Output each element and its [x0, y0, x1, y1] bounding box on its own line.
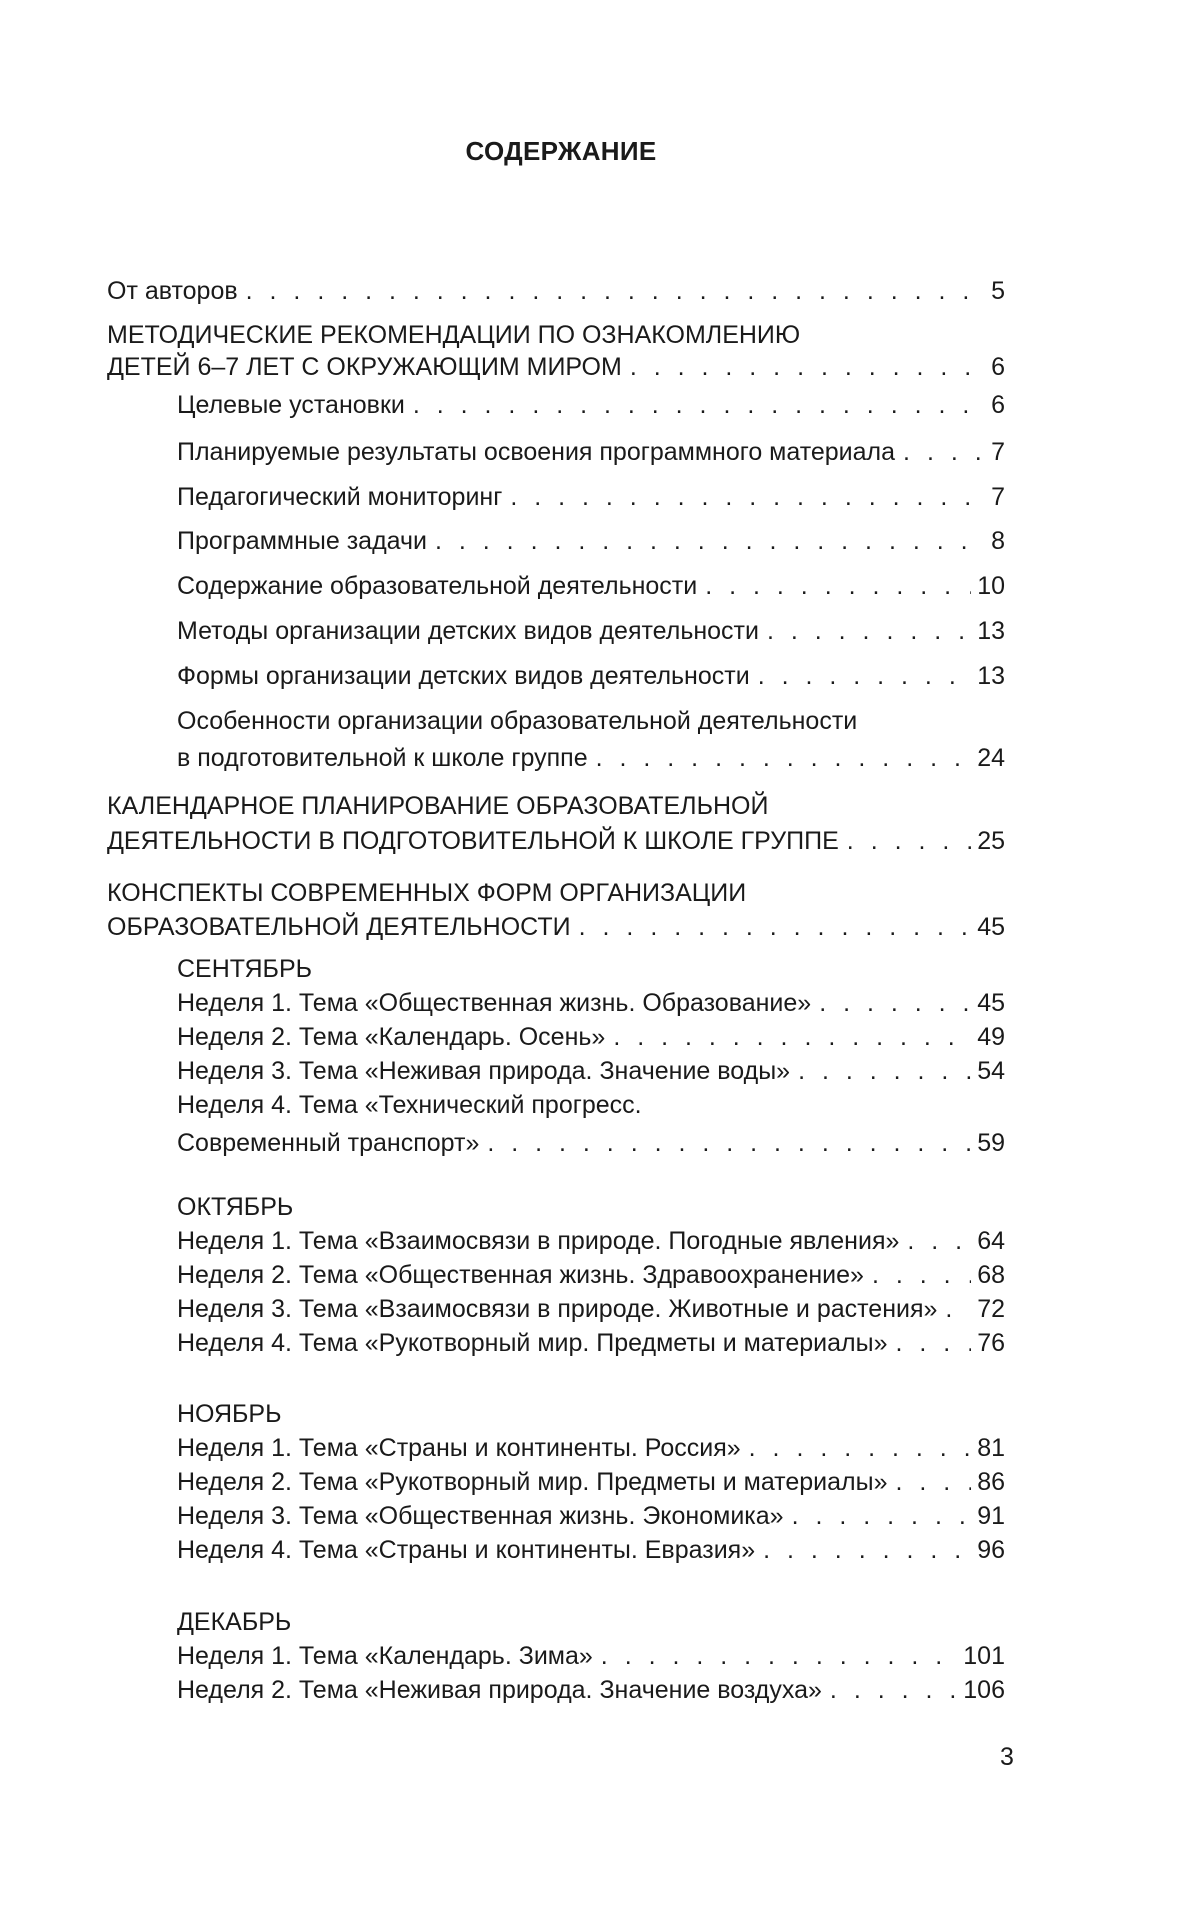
toc-week-entry[interactable] — [177, 1054, 1005, 1088]
toc-entry-title-cont: Современный транспорт» — [177, 1129, 480, 1157]
toc-page-number: 86 — [977, 1468, 1005, 1496]
toc-entry-title: Неделя 3. Тема «Общественная жизнь. Экономика» — [177, 1502, 784, 1530]
month-heading: ДЕКАБРЬ — [177, 1608, 292, 1636]
toc-entry-title: Программные задачи — [177, 527, 427, 555]
toc-entry-title[interactable]: КАЛЕНДАРНОЕ ПЛАНИРОВАНИЕ ОБРАЗОВАТЕЛЬНОЙ — [107, 792, 769, 820]
toc-entry-title-cont: в подготовительной к школе группе — [177, 744, 588, 772]
toc-page-number: 54 — [977, 1057, 1005, 1085]
toc-week-entry[interactable] — [177, 1465, 1005, 1499]
toc-page-number: 13 — [977, 662, 1005, 690]
toc-week-entry[interactable] — [177, 1224, 1005, 1258]
page-title: СОДЕРЖАНИЕ — [465, 136, 657, 166]
dot-leader — [613, 1020, 971, 1054]
dot-leader — [896, 1465, 972, 1499]
toc-page-number: 6 — [991, 391, 1005, 419]
toc-page-number: 106 — [963, 1676, 1005, 1704]
toc-week-entry[interactable] — [177, 1499, 1005, 1533]
toc-page-number: 24 — [977, 744, 1005, 772]
dot-leader — [763, 1533, 971, 1567]
toc-page-number: 68 — [977, 1261, 1005, 1289]
toc-subentry[interactable] — [177, 569, 1005, 603]
dot-leader — [246, 274, 985, 308]
toc-week-entry[interactable] — [177, 986, 1005, 1020]
month-heading: СЕНТЯБРЬ — [177, 955, 313, 983]
toc-page-number: 7 — [991, 483, 1005, 511]
toc-week-entry[interactable] — [177, 1326, 1005, 1360]
toc-entry-title[interactable]: КОНСПЕКТЫ СОВРЕМЕННЫХ ФОРМ ОРГАНИЗАЦИИ — [107, 879, 747, 907]
toc-week-entry[interactable] — [177, 1126, 1005, 1160]
dot-leader — [903, 435, 985, 469]
toc-entry-title: Неделя 1. Тема «Общественная жизнь. Образование» — [177, 989, 812, 1017]
toc-entry-title-cont: ДЕТЕЙ 6–7 ЛЕТ С ОКРУЖАЮЩИМ МИРОМ — [107, 353, 622, 381]
dot-leader — [435, 524, 985, 558]
toc-page-number: 64 — [977, 1227, 1005, 1255]
dot-leader — [601, 1639, 957, 1673]
toc-entry-title: Неделя 2. Тема «Рукотворный мир. Предметы и материалы» — [177, 1468, 888, 1496]
dot-leader — [596, 741, 972, 775]
toc-subentry[interactable] — [177, 524, 1005, 558]
toc-week-entry[interactable] — [177, 1533, 1005, 1567]
toc-entry-title: Целевые установки — [177, 391, 405, 419]
month-heading: НОЯБРЬ — [177, 1400, 282, 1428]
dot-leader — [907, 1224, 971, 1258]
toc-entry-title: Неделя 2. Тема «Календарь. Осень» — [177, 1023, 606, 1051]
toc-entry-title[interactable]: Неделя 4. Тема «Технический прогресс. — [177, 1091, 642, 1119]
toc-page-number: 59 — [977, 1129, 1005, 1157]
toc-page-number: 13 — [977, 617, 1005, 645]
dot-leader — [630, 350, 985, 384]
toc-entry-title: Педагогический мониторинг — [177, 483, 503, 511]
toc-entry-title[interactable]: МЕТОДИЧЕСКИЕ РЕКОМЕНДАЦИИ ПО ОЗНАКОМЛЕНИЮ — [107, 321, 801, 349]
toc-page-number: 45 — [977, 913, 1005, 941]
toc-entry-title: Содержание образовательной деятельности — [177, 572, 698, 600]
toc-page-number: 91 — [977, 1502, 1005, 1530]
toc-entry-title: Неделя 2. Тема «Общественная жизнь. Здравоохранение» — [177, 1261, 864, 1289]
toc-entry-title: Планируемые результаты освоения программного материала — [177, 438, 896, 466]
toc-subentry[interactable] — [177, 741, 1005, 775]
toc-entry-title: Неделя 1. Тема «Страны и континенты. Россия» — [177, 1434, 741, 1462]
toc-entry-title: Неделя 1. Тема «Календарь. Зима» — [177, 1642, 593, 1670]
toc-week-entry[interactable] — [177, 1639, 1005, 1673]
toc-entry-title: Неделя 4. Тема «Страны и континенты. Евразия» — [177, 1536, 756, 1564]
dot-leader — [510, 480, 985, 514]
dot-leader — [847, 824, 971, 858]
dot-leader — [798, 1054, 971, 1088]
toc-week-entry[interactable] — [177, 1673, 1005, 1707]
dot-leader — [758, 659, 972, 693]
toc-entry-title: Неделя 1. Тема «Взаимосвязи в природе. Погодные явления» — [177, 1227, 900, 1255]
page-folio: 3 — [1000, 1743, 1014, 1771]
toc-page-number: 5 — [991, 277, 1005, 305]
toc-entry-title: Неделя 3. Тема «Взаимосвязи в природе. Животные и растения» — [177, 1295, 938, 1323]
toc-entry[interactable] — [107, 350, 1005, 384]
toc-page-number: 101 — [963, 1642, 1005, 1670]
toc-week-entry[interactable] — [177, 1020, 1005, 1054]
toc-entry-title: Формы организации детских видов деятельности — [177, 662, 750, 690]
toc-entry-title[interactable]: Особенности организации образовательной деятельности — [177, 707, 858, 735]
dot-leader — [579, 910, 972, 944]
toc-week-entry[interactable] — [177, 1431, 1005, 1465]
toc-subentry[interactable] — [177, 659, 1005, 693]
dot-leader — [749, 1431, 972, 1465]
dot-leader — [819, 986, 971, 1020]
toc-entry-title: Неделя 4. Тема «Рукотворный мир. Предметы и материалы» — [177, 1329, 888, 1357]
toc-week-entry[interactable] — [177, 1292, 1005, 1326]
toc-page-number: 72 — [977, 1295, 1005, 1323]
toc-page-number: 45 — [977, 989, 1005, 1017]
month-heading: ОКТЯБРЬ — [177, 1193, 294, 1221]
toc-page-number: 6 — [991, 353, 1005, 381]
toc-page-number: 25 — [977, 827, 1005, 855]
toc-entry-title: Методы организации детских видов деятельности — [177, 617, 759, 645]
toc-page-number: 76 — [977, 1329, 1005, 1357]
dot-leader — [792, 1499, 972, 1533]
toc-page-number: 7 — [991, 438, 1005, 466]
toc-subentry[interactable] — [177, 435, 1005, 469]
toc-entry-title-cont: ОБРАЗОВАТЕЛЬНОЙ ДЕЯТЕЛЬНОСТИ — [107, 913, 571, 941]
dot-leader — [705, 569, 971, 603]
toc-entry-title: Неделя 3. Тема «Неживая природа. Значение воды» — [177, 1057, 791, 1085]
toc-entry[interactable] — [107, 824, 1005, 858]
toc-subentry[interactable] — [177, 614, 1005, 648]
toc-page-number: 8 — [991, 527, 1005, 555]
toc-page-number: 96 — [977, 1536, 1005, 1564]
dot-leader — [896, 1326, 972, 1360]
toc-entry-title: Неделя 2. Тема «Неживая природа. Значение воздуха» — [177, 1676, 822, 1704]
toc-page-number: 10 — [977, 572, 1005, 600]
dot-leader — [767, 614, 971, 648]
dot-leader — [872, 1258, 971, 1292]
dot-leader — [487, 1126, 971, 1160]
dot-leader — [413, 388, 985, 422]
dot-leader — [945, 1292, 971, 1326]
dot-leader — [830, 1673, 957, 1707]
toc-week-entry[interactable] — [177, 1258, 1005, 1292]
toc-page-number: 49 — [977, 1023, 1005, 1051]
toc-page-number: 81 — [977, 1434, 1005, 1462]
toc-subentry[interactable] — [177, 480, 1005, 514]
toc-entry[interactable] — [107, 910, 1005, 944]
toc-subentry[interactable] — [177, 388, 1005, 422]
toc-entry-title: От авторов — [107, 277, 238, 305]
toc-entry[interactable] — [107, 274, 1005, 308]
toc-entry-title-cont: ДЕЯТЕЛЬНОСТИ В ПОДГОТОВИТЕЛЬНОЙ К ШКОЛЕ ГРУППЕ — [107, 827, 839, 855]
